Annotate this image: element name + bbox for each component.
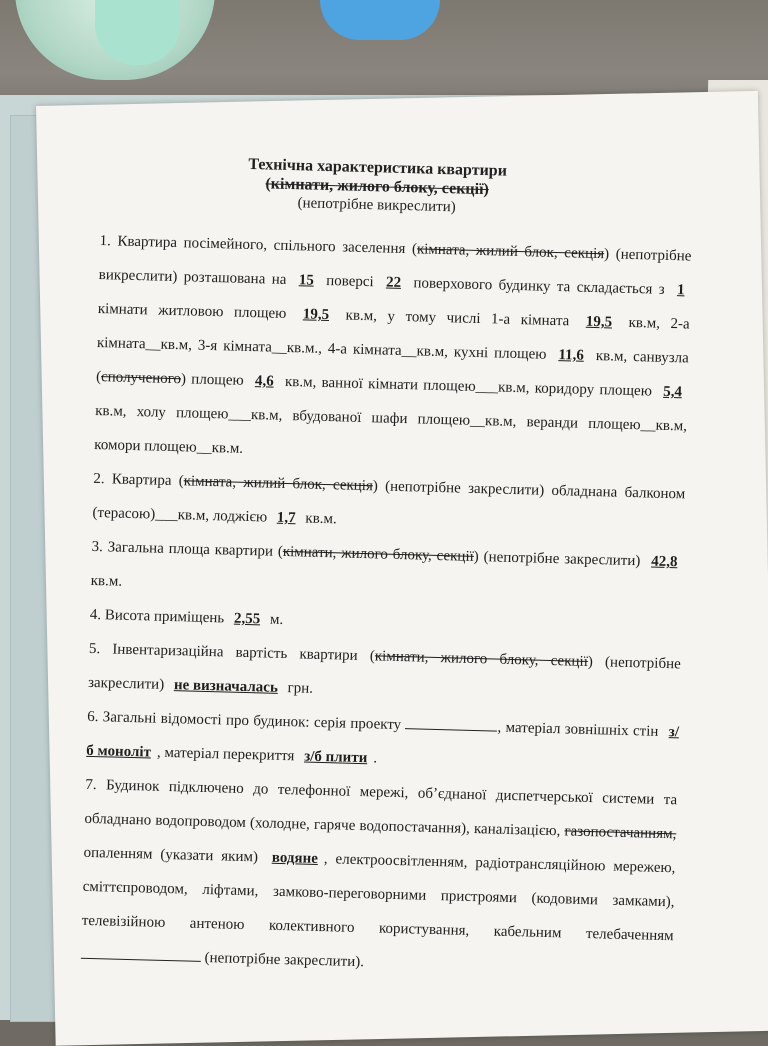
text: кв.м, санвузла ( <box>95 348 689 386</box>
text: , матеріал зовнішніх стін <box>497 719 659 740</box>
text: поверхового будинку та складається з <box>413 275 665 298</box>
height-value: 2,55 <box>233 610 261 628</box>
text: грн. <box>287 680 314 697</box>
text: кв.м, у тому числі 1-а кімната <box>345 307 570 330</box>
text: опаленням (указати яким) <box>83 844 259 866</box>
struck-text: кімнати, жилого блоку, секції <box>374 648 589 670</box>
text: поверсі <box>325 272 374 291</box>
struck-text: кімната, жилий блок, секція <box>183 473 374 495</box>
text: 5. Інвентаризаційна вартість квартири ( <box>88 640 376 665</box>
heating-value: водяне <box>271 849 319 867</box>
struck-text: газопостачанням, <box>564 823 677 843</box>
document-title: Технічна характеристика квартири <box>248 155 508 180</box>
text: , матеріал перекриття <box>156 744 295 765</box>
document-content <box>41 150 694 987</box>
text: кімнати житловою площею <box>97 300 287 322</box>
rooms-value: 1 <box>676 282 685 299</box>
text: ) (непотрібне викреслити) розташована на <box>98 246 692 288</box>
struck-text: кімнати, жилого блоку, секції <box>282 543 474 565</box>
text: 3. Загальна площа квартири ( <box>91 538 284 560</box>
text: ) (непотрібне закреслити) <box>473 548 641 570</box>
text: м. <box>269 611 284 628</box>
text: кв.м, 2-а кімната__кв.м, 3-я кімната__кв.м., 4-а кімната__кв.м, кухні площею <box>96 314 690 363</box>
document-title-struck: (кімнати, жилого блоку, секції) <box>265 175 490 199</box>
paragraph-7 <box>41 767 678 987</box>
text: 2. Квартира ( <box>93 470 184 490</box>
text: 1. Квартира посімейного, спільного заселення ( <box>99 233 418 258</box>
text: . <box>373 750 378 767</box>
living-area-value: 19,5 <box>302 306 330 324</box>
bathroom-value: 4,6 <box>254 373 274 390</box>
paragraph-1 <box>54 223 692 477</box>
text: кв.м, холу площею___кв.м, вбудованої шафи площею__кв.м, веранди площею__кв.м, комори площею__кв.м. <box>94 402 688 457</box>
total-area-value: 42,8 <box>650 553 678 571</box>
text: кв.м, ванної кімнати площею___кв.м, коридору площею <box>284 373 653 400</box>
floor-material-value: з/б плити <box>303 748 368 767</box>
cable-tv-blank <box>81 944 201 962</box>
kitchen-value: 11,6 <box>558 347 585 364</box>
text: кв.м. <box>90 572 123 590</box>
text: 4. Висота приміщень <box>89 606 225 627</box>
corridor-value: 5,4 <box>662 383 683 401</box>
inventory-value: не визначалась <box>173 677 279 696</box>
text: кв.м. <box>305 510 337 528</box>
room1-value: 19,5 <box>585 313 613 331</box>
text: , електроосвітленням, радіотрансляційною мережею, сміттєпроводом, ліфтами, замково-переговорними пристроями (кодовими замками), телевізійною антеною колективного користування, кабельним телебаченням <box>81 851 676 945</box>
text: ) площею <box>180 371 244 389</box>
text: 7. Будинок підключено до телефонної мережі, об’єднаної диспетчерської системи та обладнано водопроводом (холодне, гаряче водопостачання), каналізацією, <box>84 776 678 840</box>
text: (непотрібне закреслити). <box>204 950 365 971</box>
struck-text: сполученого <box>100 369 182 388</box>
loggia-value: 1,7 <box>276 509 296 527</box>
text: ) (непотрібне закреслити) <box>87 653 681 693</box>
project-series-blank <box>405 714 497 731</box>
struck-text: кімната, жилий блок, секція <box>416 241 605 263</box>
floors-total-value: 22 <box>385 274 402 291</box>
wall-material-value: з/б моноліт <box>86 724 680 761</box>
text: 6. Загальні відомості про будинок: серія проекту <box>86 708 402 734</box>
text: ) (непотрібне закреслити) обладнана балконом (терасою)___кв.м, лоджією <box>92 478 686 526</box>
floor-value: 15 <box>298 272 315 289</box>
document-subtitle: (непотрібне викреслити) <box>297 195 456 216</box>
